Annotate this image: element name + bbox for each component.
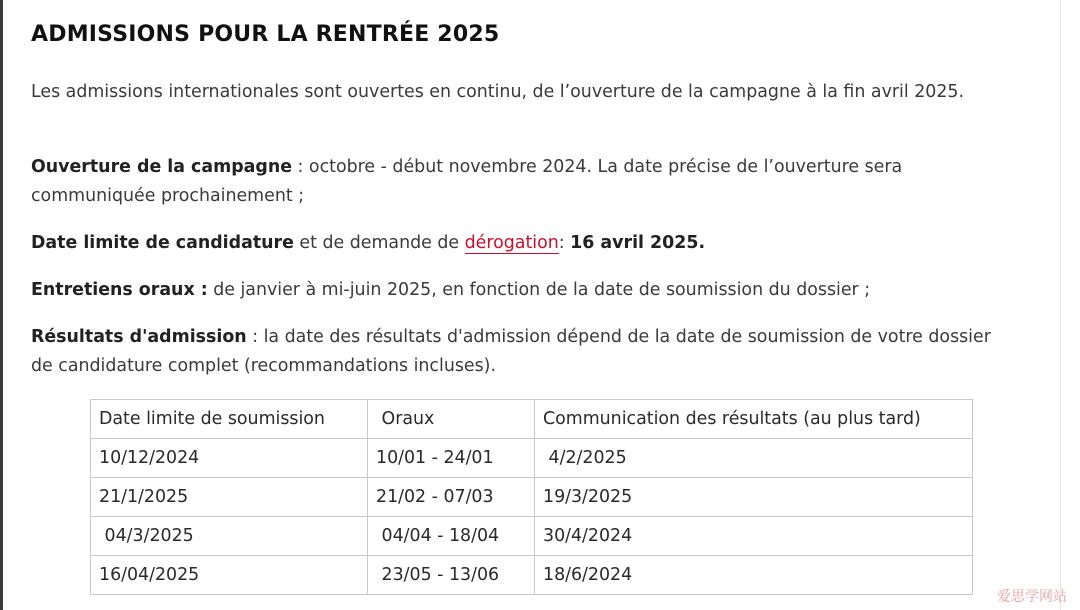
left-edge-border	[0, 0, 3, 610]
derogation-link[interactable]: dérogation	[464, 233, 559, 253]
table-row	[91, 556, 973, 595]
results-label: Résultats d'admission	[31, 327, 247, 347]
table-cell: 23/05 - 13/06	[368, 556, 535, 595]
table-row	[91, 478, 973, 517]
header-cell-deadline: Date limite de soumission	[91, 400, 368, 439]
opening-paragraph	[31, 153, 1016, 210]
table-cell: 16/04/2025	[91, 556, 368, 595]
intro-paragraph	[31, 78, 1016, 107]
table-cell: 21/02 - 07/03	[368, 478, 535, 517]
table-cell: 19/3/2025	[535, 478, 973, 517]
interviews-paragraph	[31, 276, 1016, 305]
results-text: : la date des résultats d'admission dépend de la date de soumission de votre dossier de candidature complet (recommandations incluses).	[31, 327, 991, 376]
table-cell: 4/2/2025	[535, 439, 973, 478]
table-cell: 30/4/2024	[535, 517, 973, 556]
interviews-text: de janvier à mi-juin 2025, en fonction de la date de soumission du dossier ;	[207, 280, 871, 300]
table-cell: 18/6/2024	[535, 556, 973, 595]
watermark-text: 爱思学网站	[997, 589, 1067, 605]
deadline-label: Date limite de candidature	[31, 233, 294, 253]
opening-label: Ouverture de la campagne	[31, 157, 293, 177]
table-cell: 04/3/2025	[91, 517, 368, 556]
deadline-colon: :	[558, 233, 571, 253]
table-cell: 21/1/2025	[91, 478, 368, 517]
header-cell-oraux: Oraux	[368, 400, 535, 439]
table-row	[91, 439, 973, 478]
table-row	[91, 517, 973, 556]
schedule-table	[90, 399, 973, 595]
deadline-date: 16 avril 2025.	[570, 233, 706, 253]
interviews-label: Entretiens oraux :	[31, 280, 208, 300]
table-cell: 10/01 - 24/01	[368, 439, 535, 478]
deadline-text: et de demande de	[293, 233, 465, 253]
page-title: ADMISSIONS POUR LA RENTRÉE 2025	[31, 22, 500, 47]
table-header-row	[91, 400, 973, 439]
table-cell: 04/04 - 18/04	[368, 517, 535, 556]
results-paragraph	[31, 323, 1016, 380]
right-divider	[1060, 0, 1061, 610]
table-cell: 10/12/2024	[91, 439, 368, 478]
header-cell-results: Communication des résultats (au plus tard)	[535, 400, 973, 439]
intro-text: Les admissions internationales sont ouvertes en continu, de l’ouverture de la campagne à la fin avril 2025.	[31, 82, 964, 102]
opening-text: : octobre - début novembre 2024. La date précise de l’ouverture sera communiquée prochainement ;	[31, 157, 903, 206]
deadline-paragraph	[31, 229, 1016, 258]
